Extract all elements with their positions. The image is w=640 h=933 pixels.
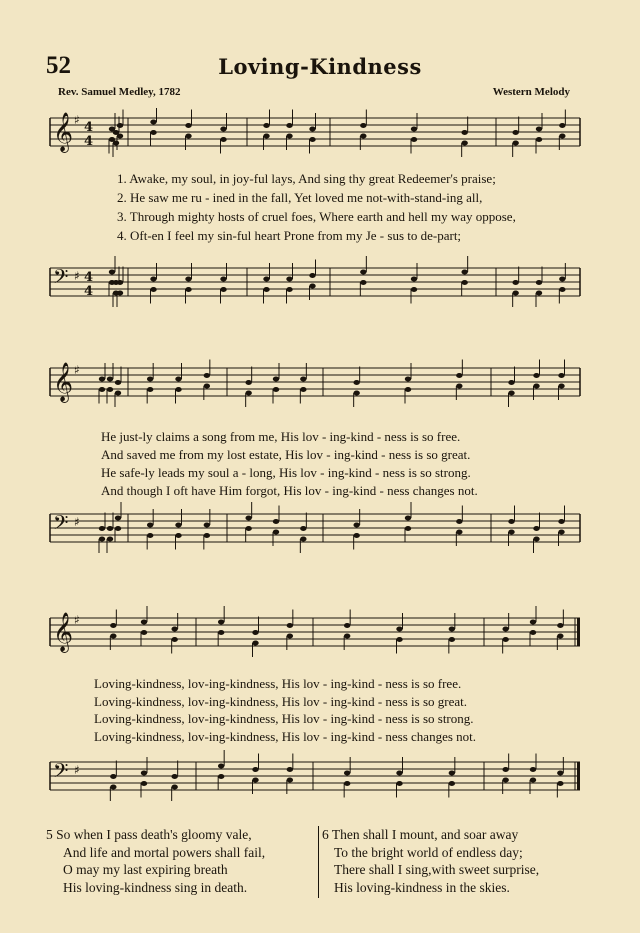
svg-text:𝄞: 𝄞 <box>53 612 74 652</box>
svg-text:♯: ♯ <box>74 763 80 777</box>
system-3-bass-staff <box>0 744 640 812</box>
svg-text:𝄞: 𝄞 <box>53 112 74 152</box>
system-2-verse-3: He safe-ly leads my soul a - long, His lov - ing-kind - ness is so strong. <box>101 465 471 480</box>
stanza-line: And life and mortal powers shall fail, <box>63 844 266 860</box>
system-3-treble-staff <box>0 604 640 666</box>
stanza-text: Then shall I mount, and soar away <box>331 827 519 842</box>
stanza-number: 6 <box>322 827 329 842</box>
svg-text:♯: ♯ <box>74 613 80 627</box>
hymn-title: Loving-Kindness <box>218 54 422 79</box>
system-3-verse-2: Loving-kindness, lov-ing-kindness, His lov - ing-kind - ness is so great. <box>94 694 467 709</box>
svg-text:𝄞: 𝄞 <box>53 362 74 402</box>
tune-credit: Western Melody <box>492 86 570 98</box>
system-2-verse-4: And though I oft have Him forgot, His lov - ing-kind - ness changes not. <box>101 483 478 498</box>
svg-text:4: 4 <box>84 270 94 285</box>
system-1-verse-3: 3. Through mighty hosts of cruel foes, Where earth and hell my way oppose, <box>117 209 516 224</box>
system-1-treble-staff <box>0 108 640 160</box>
svg-text:♯: ♯ <box>74 113 80 127</box>
system-2-verse-1: He just-ly claims a song from me, His lov - ing-kind - ness is so free. <box>101 429 461 444</box>
system-1-verse-2: 2. He saw me ru - ined in the fall, Yet loved me not-with-stand-ing all, <box>117 190 483 205</box>
system-1-verse-4: 4. Oft-en I feel my sin-ful heart Prone from my Je - sus to de-part; <box>117 228 462 243</box>
stanza-line: To the bright world of endless day; <box>334 844 523 860</box>
system-2-treble-staff <box>0 354 640 418</box>
stanza-line: His loving-kindness in the skies. <box>334 879 510 895</box>
stanza-divider <box>318 826 319 898</box>
stanza-6 <box>322 826 539 896</box>
author-credit: Rev. Samuel Medley, 1782 <box>58 86 181 98</box>
stanza-number: 5 <box>46 827 53 842</box>
system-2-bass-staff <box>0 502 640 570</box>
svg-text:♯: ♯ <box>74 515 80 529</box>
stanza-line: There shall I sing,with sweet surprise, <box>334 862 540 877</box>
stanza-5 <box>46 826 265 896</box>
stanza-line <box>46 826 265 844</box>
hymn-number: 52 <box>46 52 71 79</box>
stanza-line: O may my last expiring breath <box>63 862 228 877</box>
svg-text:4: 4 <box>84 134 94 149</box>
svg-text:𝄢: 𝄢 <box>53 511 69 539</box>
system-3-verse-1: Loving-kindness, lov-ing-kindness, His lov - ing-kind - ness is so free. <box>94 676 462 691</box>
svg-text:4: 4 <box>84 120 94 135</box>
stanza-line: His loving-kindness sing in death. <box>63 879 248 895</box>
system-2-verse-2: And saved me from my lost estate, His lov - ing-kind - ness is so great. <box>101 447 471 462</box>
system-3-verse-3: Loving-kindness, lov-ing-kindness, His lov - ing-kind - ness is so strong. <box>94 711 474 726</box>
svg-text:♯: ♯ <box>74 269 80 283</box>
svg-text:4: 4 <box>84 284 94 299</box>
svg-text:♯: ♯ <box>74 363 80 377</box>
system-3-verse-4: Loving-kindness, lov-ing-kindness, His lov - ing-kind - ness changes not. <box>94 729 477 744</box>
svg-text:𝄢: 𝄢 <box>53 265 69 293</box>
svg-text:𝄢: 𝄢 <box>53 759 69 787</box>
system-1-verse-1: 1. Awake, my soul, in joy-ful lays, And sing thy great Redeemer's praise; <box>117 171 496 186</box>
stanza-line <box>322 826 539 844</box>
system-1-bass-staff <box>0 256 640 316</box>
stanza-text: So when I pass death's gloomy vale, <box>56 827 252 842</box>
